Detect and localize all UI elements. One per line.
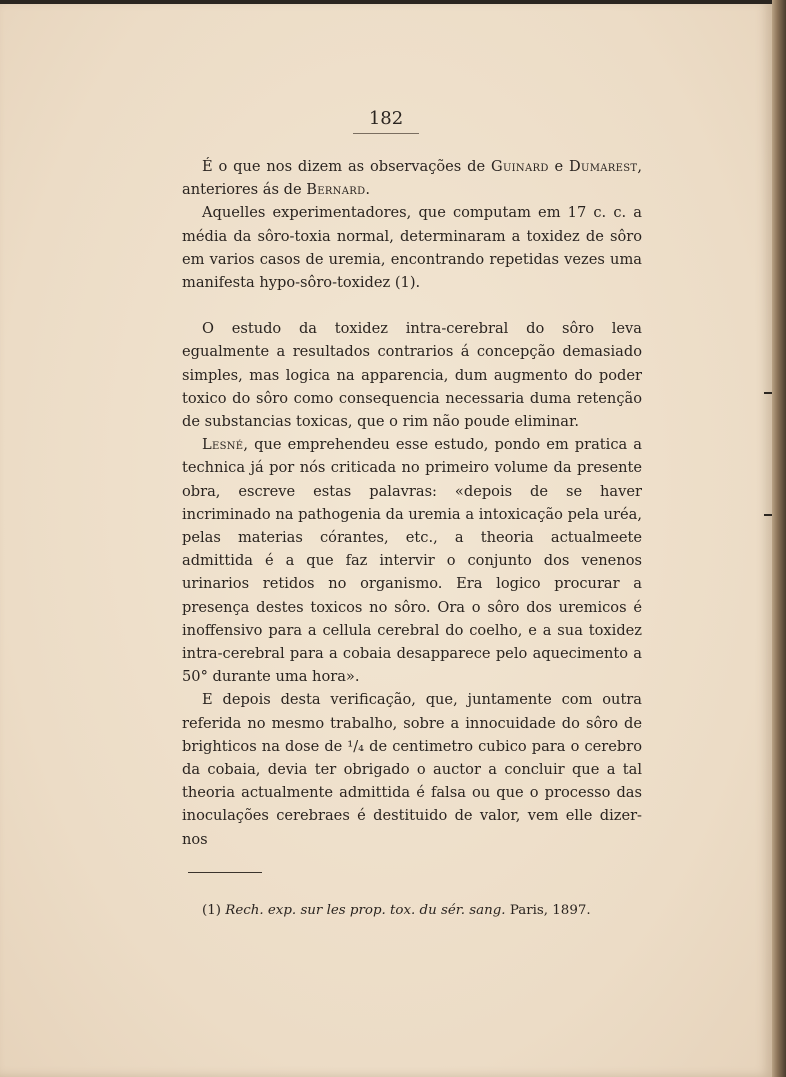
text-run: e xyxy=(548,158,569,175)
footnote-marker: (1) xyxy=(202,903,221,918)
paragraph xyxy=(182,433,642,688)
page-number: 182 xyxy=(353,108,419,134)
text-run: , anteriores ás de xyxy=(182,158,642,199)
edge-mark xyxy=(764,392,772,394)
footnote-place-year: Paris, 1897. xyxy=(509,903,591,918)
top-border xyxy=(0,0,772,4)
author-name: Guinard xyxy=(490,158,549,175)
footnote-rule xyxy=(188,872,262,873)
page-edge xyxy=(772,0,786,1077)
author-name: Lesné xyxy=(202,436,244,454)
paragraph xyxy=(182,688,642,850)
paragraph xyxy=(182,317,642,433)
footnote-title: Rech. exp. sur les prop. tox. du sér. sang. xyxy=(225,903,506,918)
text-run: . xyxy=(365,181,371,199)
body-text xyxy=(182,155,642,851)
text-run: O estudo da toxidez intra-cerebral do sôro leva egualmente a resultados contrarios á concepção demasiado simples, mas logica na apparencia, dum augmento do poder toxico do sôro como consequencia necessaria duma retenção de substancias toxicas, que o rim não poude eliminar. xyxy=(182,320,642,431)
author-name: Dumarest xyxy=(569,158,638,175)
paragraph xyxy=(182,155,642,201)
text-run: Aquelles experimentadores, que computam em 17 c. c. a média da sôro-toxia normal, determinaram a toxidez de sôro em varios casos de uremia, encontrando repetidas vezes uma manifesta hypo-sôro-toxidez (1). xyxy=(182,204,642,292)
paragraph xyxy=(182,201,642,294)
edge-mark xyxy=(764,514,772,516)
text-run: É o que nos dizem as observações de xyxy=(202,158,491,175)
footnote xyxy=(202,903,642,918)
text-run: E depois desta verificação, que, juntamente com outra referida no mesmo trabalho, sobre a innocuidade do sôro de brighticos na dose de ¹/₄ de centimetro cubico para o cerebro da cobaia, devia ter obrigado o auctor a concluir que a tal theoria actualmente admittida é falsa ou que o processo das inoculações cerebraes é destituido de valor, vem elle dizer-nos xyxy=(182,691,642,848)
author-name: Bernard xyxy=(306,181,366,199)
text-run: , que emprehendeu esse estudo, pondo em pratica a technica já por nós criticada no primeiro volume da presente obra, escreve estas palavras: «depois de se haver incriminado na pathogenia da uremia a intoxicação pela uréa, pelas materias córantes, etc., a theoria actualmeete admittida é a que faz intervir o conjunto dos venenos urinarios retidos no organismo. Era logico procurar a presença destes toxicos no sôro. Ora o sôro dos uremicos é inoffensivo para a cellula cerebral do coelho, e a sua toxidez intra-cerebral para a cobaia desapparece pelo aquecimento a 50° durante uma hora». xyxy=(182,436,642,686)
